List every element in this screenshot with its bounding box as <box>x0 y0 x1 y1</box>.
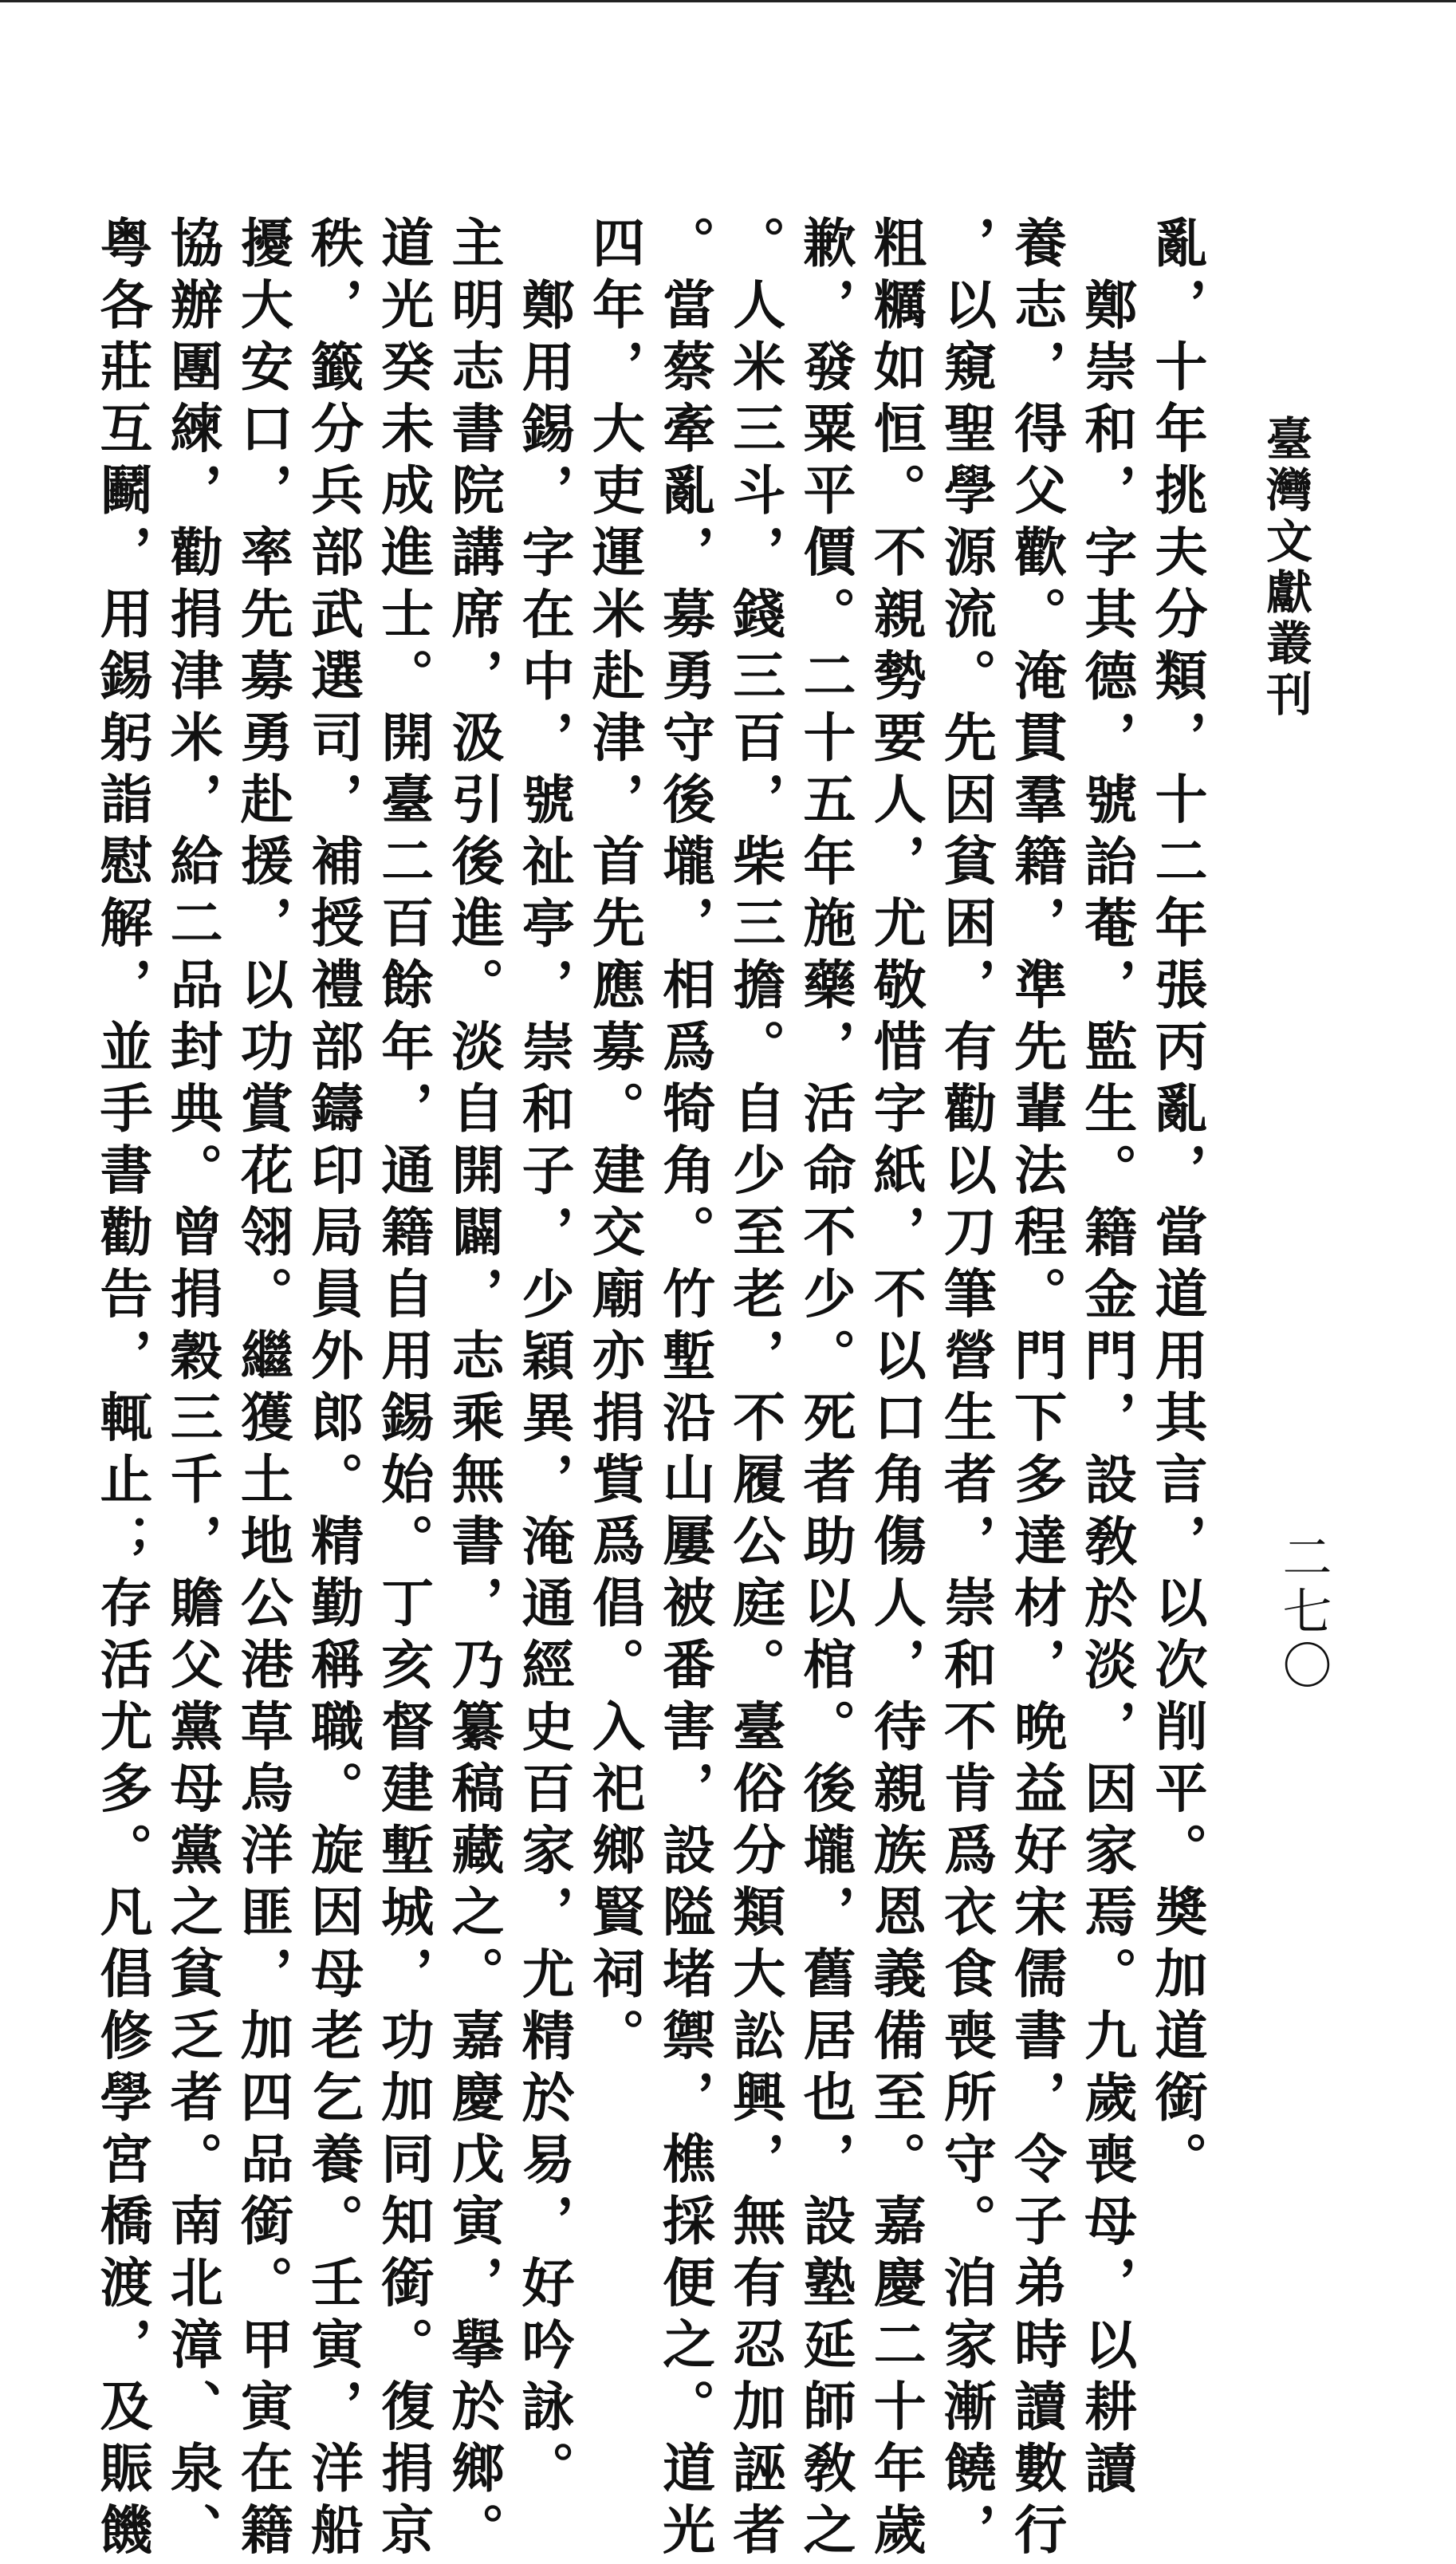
text-column-4: ，以窺聖學源流。先因貧困，有勸以刀筆營生者，崇和不肯爲衣食喪所守。洎家漸饒， <box>935 215 998 2564</box>
text-column-15: 協辦團練，勸捐津米，給二品封典。曾捐穀三千，贍父黨母黨之貧乏者。南北漳、泉、 <box>161 215 224 2564</box>
text-column-6: 歉，發粟平價。二十五年施藥，活命不少。死者助以棺。後壠，舊居也，設塾延師敎之 <box>793 215 856 2564</box>
text-column-13: 秩，籤分兵部武選司，補授禮部鑄印局員外郎。精勤稱職。旋因母老乞養。壬寅，洋船 <box>301 215 364 2564</box>
text-column-11: 主明志書院講席，汲引後進。淡自開闢，志乘無書，乃纂稿藏之。嘉慶戊寅，擧於鄉。 <box>442 215 505 2564</box>
body-text <box>90 215 1212 2564</box>
text-column-7: 。人米三斗，錢三百，柴三擔。自少至老，不履公庭。臺俗分類大訟興，無有忍加誣者 <box>723 215 786 2564</box>
text-column-16: 粤各莊互鬬，用錫躬詣慰解，並手書勸告，輒止；存活尤多。凡倡修學宮橋渡，及賑饑 <box>90 215 153 2564</box>
running-title: 臺灣文獻叢刊 <box>1258 415 1312 721</box>
text-column-12: 道光癸未成進士。開臺二百餘年，通籍自用錫始。丁亥督建塹城，功加同知銜。復捐京 <box>372 215 435 2564</box>
top-border-rule <box>0 0 1456 2</box>
text-column-5: 粗糲如恒。不親勢要人，尤敬惜字紙，不以口角傷人，待親族恩義備至。嘉慶二十年歲 <box>864 215 927 2564</box>
page-number: 二七〇 <box>1274 1531 1332 1694</box>
text-column-8: 。當蔡牽亂，募勇守後壠，相爲犄角。竹塹沿山屢被番害，設隘堵禦，樵採便之。道光 <box>653 215 716 2564</box>
text-column-14: 擾大安口，率先募勇赴援，以功賞花翎。繼獲土地公港草烏洋匪，加四品銜。甲寅在籍 <box>231 215 294 2564</box>
text-column-3: 養志，得父歡。淹貫羣籍，準先輩法程。門下多達材，晩益好宋儒書，令子弟時讀數行 <box>1005 215 1068 2564</box>
text-column-1: 亂，十年挑夫分類，十二年張丙亂，當道用其言，以次削平。奬加道銜。 <box>1146 215 1208 2193</box>
text-column-2: 鄭崇和，字其德，號詒菴，監生。籍金門，設敎於淡，因家焉。九歲喪母，以耕讀 <box>1075 278 1138 2503</box>
text-column-10: 鄭用錫，字在中，號祉亭，崇和子，少穎異，淹通經史百家，尤精於易，好吟詠。 <box>513 278 576 2503</box>
text-column-9: 四年，大吏運米赴津，首先應募。建交廟亦捐貲爲倡。入祀鄉賢祠。 <box>583 215 646 2070</box>
